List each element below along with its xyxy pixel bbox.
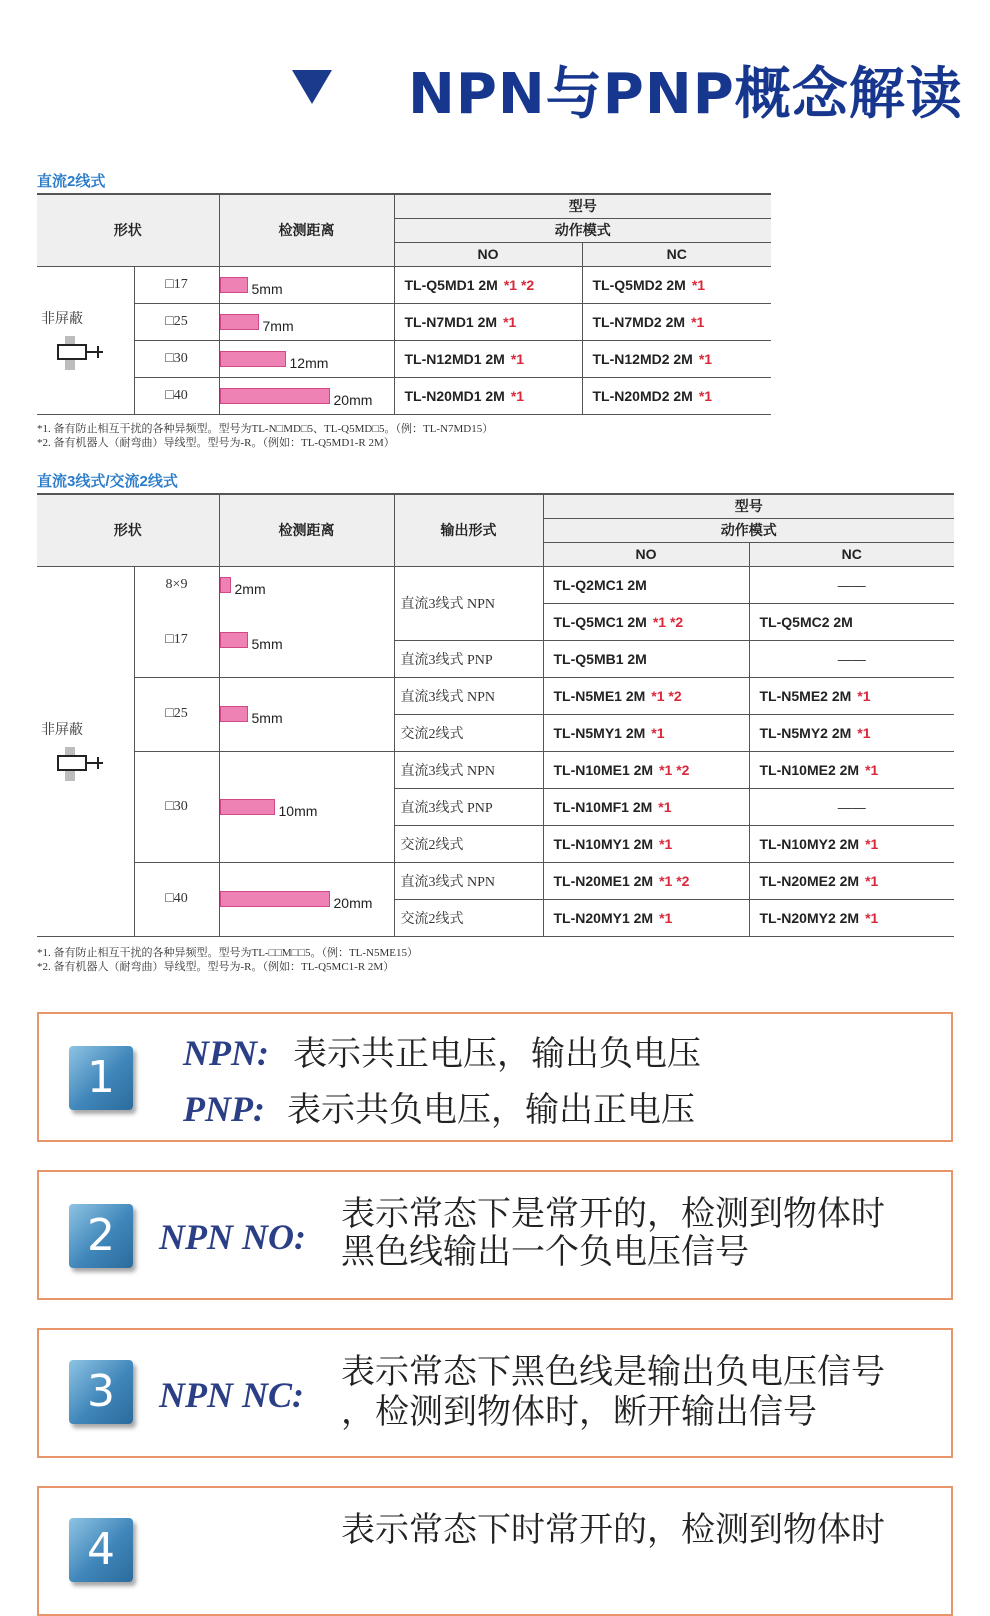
sensor-icon [53,334,105,370]
table1-header-nc: NC [582,242,771,266]
table1-header-mode: 动作模式 [394,218,771,242]
desc-npn-no-line2: 黑色线输出一个负电压信号 [341,1232,749,1272]
term-pnp: PNP: [183,1089,265,1129]
table2-nc-model: TL-N10ME2 2M *1 [749,751,954,788]
distance-bar [220,706,248,722]
table1-header-distance: 检测距离 [219,194,394,266]
triangle-down-icon [292,70,332,104]
number-badge-2: 2 [69,1204,133,1268]
table2-output: 直流3线式 NPN [394,677,543,714]
info-box-3 [37,1328,953,1458]
table2-dist-cell [219,677,394,751]
shape-name: 非屏蔽 [41,309,83,326]
info-box-4 [37,1486,953,1616]
desc-npn: 表示共正电压，输出负电压 [293,1034,701,1074]
table1-header-model: 型号 [394,194,771,218]
distance-bar [220,351,286,367]
sensor-icon [53,745,105,781]
table2-section-title: 直流3线式/交流2线式 [37,473,178,490]
table2-no-model: TL-N5MY1 2M *1 [543,714,749,751]
info-box-2 [37,1170,953,1300]
page-title: NPN与PNP概念解读 [408,62,963,127]
table1-header-no: NO [394,242,582,266]
distance-bar [220,388,330,404]
shape-name: 非屏蔽 [41,720,83,737]
note-line: *2. 备有机器人（耐弯曲）导线型。型号为-R。（例如：TL-Q5MC1-R 2M） [37,961,395,973]
table1-nc-model: TL-N12MD2 2M *1 [582,340,771,377]
distance-bar [220,799,275,815]
table2-output: 直流3线式 NPN [394,862,543,899]
table2-output: 直流3线式 NPN [394,751,543,788]
table2-nc-model: —— [749,788,954,825]
distance-label: 5mm [251,710,283,726]
table2-no-model: TL-N10ME1 2M *1 *2 [543,751,749,788]
table2-dist-cell [219,862,394,936]
table2-header-no: NO [543,542,749,566]
table2-dist-cell [219,603,394,677]
table2-notes [37,946,418,974]
distance-bar [220,632,248,648]
table2-nc-model: —— [749,566,954,603]
table2-shape-cell [37,566,134,936]
table2-header-nc: NC [749,542,954,566]
table2-size: □17 [134,603,219,677]
table2-output: 直流3线式 PNP [394,640,543,677]
table2-output: 交流2线式 [394,825,543,862]
page-header [0,0,990,150]
number-badge-3: 3 [69,1360,133,1424]
distance-bar [220,891,330,907]
table1-dist-cell [219,266,394,303]
table2-nc-model: TL-N10MY2 2M *1 [749,825,954,862]
table2-nc-model: TL-N20ME2 2M *1 [749,862,954,899]
desc-npn-no-line1: 表示常态下是常开的，检测到物体时 [341,1194,885,1234]
table1-size: □25 [134,303,219,340]
table2 [37,493,954,937]
table2-header-output: 输出形式 [394,494,543,566]
distance-label: 10mm [278,802,318,819]
table2-header-distance: 检测距离 [219,494,394,566]
table2-nc-model: TL-N20MY2 2M *1 [749,899,954,936]
table2-nc-model: TL-Q5MC2 2M [749,603,954,640]
distance-bar [220,277,248,293]
table1-shape-cell [37,266,134,414]
distance-label: 5mm [251,635,283,652]
table1-nc-model: TL-Q5MD2 2M *1 [582,266,771,303]
table1-no-model: TL-N12MD1 2M *1 [394,340,582,377]
distance-bar [220,577,231,593]
distance-label: 20mm [333,895,373,911]
table1-size: □30 [134,340,219,377]
number-badge-4: 4 [69,1518,133,1582]
table1-header-shape: 形状 [37,194,219,266]
table1-size: □40 [134,377,219,414]
table1-dist-cell [219,340,394,377]
table1-no-model: TL-Q5MD1 2M *1 *2 [394,266,582,303]
table1 [37,193,771,415]
table2-dist-cell [219,566,394,603]
table2-header-mode: 动作模式 [543,518,954,542]
note-line: *1. 备有防止相互干扰的各种异频型。型号为TL-N□MD□5、TL-Q5MD□5。（例：TL-N7MD15） [37,423,494,435]
table2-dist-cell [219,751,394,862]
table1-size: □17 [134,266,219,303]
distance-label: 7mm [262,317,294,334]
table2-header-shape: 形状 [37,494,219,566]
number-badge-1: 1 [69,1046,133,1110]
term-npn-nc: NPN NC: [159,1375,304,1415]
distance-label: 2mm [234,580,266,597]
table2-no-model: TL-N10MF1 2M *1 [543,788,749,825]
table2-nc-model: TL-N5ME2 2M *1 [749,677,954,714]
table2-output: 直流3线式 PNP [394,788,543,825]
table2-header-model: 型号 [543,494,954,518]
table1-no-model: TL-N20MD1 2M *1 [394,377,582,414]
note-line: *2. 备有机器人（耐弯曲）导线型。型号为-R。（例如：TL-Q5MD1-R 2M） [37,437,395,449]
table2-no-model: TL-N10MY1 2M *1 [543,825,749,862]
distance-label: 20mm [333,391,373,408]
table1-nc-model: TL-N20MD2 2M *1 [582,377,771,414]
distance-bar [220,314,259,330]
table2-size: □40 [134,862,219,936]
table2-no-model: TL-N20MY1 2M *1 [543,899,749,936]
table2-output: 交流2线式 [394,714,543,751]
table1-no-model: TL-N7MD1 2M *1 [394,303,582,340]
table2-nc-model: TL-N5MY2 2M *1 [749,714,954,751]
desc-npn-nc-line2: ，检测到物体时，断开输出信号 [341,1392,817,1432]
term-npn-no: NPN NO: [159,1217,306,1257]
table2-output: 直流3线式 NPN [394,566,543,640]
table1-dist-cell [219,303,394,340]
table2-nc-model: —— [749,640,954,677]
table2-no-model: TL-Q5MC1 2M *1 *2 [543,603,749,640]
desc-pnp: 表示共负电压，输出正电压 [287,1090,695,1130]
table2-no-model: TL-N20ME1 2M *1 *2 [543,862,749,899]
note-line: *1. 备有防止相互干扰的各种异频型。型号为TL-□□M□□5。（例：TL-N5ME15） [37,947,419,959]
distance-label: 5mm [251,280,283,297]
table2-size: □30 [134,751,219,862]
table2-no-model: TL-N5ME1 2M *1 *2 [543,677,749,714]
desc-npn-nc-line1: 表示常态下黑色线是输出负电压信号 [341,1352,885,1392]
table2-size: 8×9 [134,566,219,603]
table1-dist-cell [219,377,394,414]
table2-output: 交流2线式 [394,899,543,936]
desc-box4-line1: 表示常态下时常开的，检测到物体时 [341,1510,885,1550]
table2-no-model: TL-Q5MB1 2M [543,640,749,677]
table1-nc-model: TL-N7MD2 2M *1 [582,303,771,340]
table2-no-model: TL-Q2MC1 2M [543,566,749,603]
table1-section-title: 直流2线式 [37,173,106,190]
distance-label: 12mm [289,354,329,371]
table1-notes [37,422,493,450]
table2-size: □25 [134,677,219,751]
info-box-1 [37,1012,953,1142]
term-npn: NPN: [183,1033,269,1073]
